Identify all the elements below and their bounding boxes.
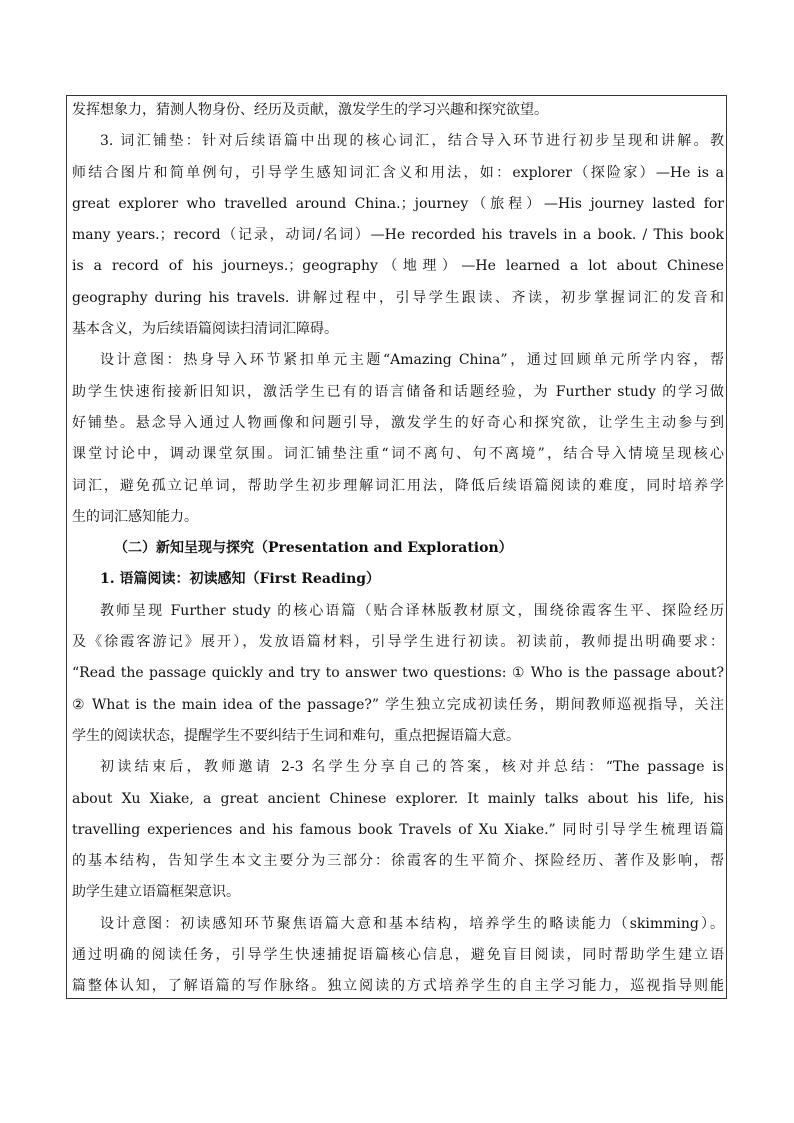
- text-line: “Read the passage quickly and try to answer two questions: ① Who is the passage about?: [72, 665, 724, 682]
- section-heading: （二）新知呈现与探究（Presentation and Exploration）: [114, 540, 513, 557]
- text-line: 课堂讨论中，调动课堂氛围。词汇铺垫注重“词不离句、句不离境”，结合导入情境呈现核心: [72, 446, 724, 463]
- text-line: many years.；record（记录，动词/名词）—He recorded his travels in a book. / This book: [72, 227, 724, 244]
- text-line: is a record of his journeys.；geography（地理）—He learned a lot about Chinese: [72, 258, 724, 275]
- text-line: 教师呈现 Further study 的核心语篇（贴合译林版教材原文，围绕徐霞客生平、探险经历: [100, 602, 724, 619]
- text-line: 师结合图片和简单例句，引导学生感知词汇含义和用法，如：explorer（探险家）—He is a: [72, 164, 724, 181]
- text-line: 3. 词汇铺垫：针对后续语篇中出现的核心词汇，结合导入环节进行初步呈现和讲解。教: [100, 133, 724, 150]
- subsection-heading: 1. 语篇阅读：初读感知（First Reading）: [100, 571, 381, 588]
- text-line: about Xu Xiake, a great ancient Chinese explorer. It mainly talks about his life, his: [72, 790, 724, 807]
- text-line: 及《徐霞客游记》展开），发放语篇材料，引导学生进行初读。初读前，教师提出明确要求：: [72, 634, 724, 651]
- text-line: 助学生快速衔接新旧知识，激活学生已有的语言储备和话题经验，为 Further study 的学习做: [72, 383, 724, 400]
- text-line: 学生的阅读状态，提醒学生不要纠结于生词和难句，重点把握语篇大意。: [72, 727, 520, 744]
- text-line: 通过明确的阅读任务，引导学生快速捕捉语篇核心信息，避免盲目阅读，同时帮助学生建立语: [72, 947, 724, 964]
- text-line: 初读结束后，教师邀请 2-3 名学生分享自己的答案，核对并总结：“The passage is: [100, 759, 724, 776]
- text-line: geography during his travels. 讲解过程中，引导学生跟读、齐读，初步掌握词汇的发音和: [72, 289, 724, 306]
- text-line: 好铺垫。悬念导入通过人物画像和问题引导，激发学生的好奇心和探究欲，让学生主动参与到: [72, 414, 724, 431]
- lesson-plan-text: [72, 95, 724, 1003]
- text-line: great explorer who travelled around China.；journey（旅程）—His journey lasted for: [72, 195, 724, 212]
- text-line: 基本含义，为后续语篇阅读扫清词汇障碍。: [72, 321, 338, 338]
- text-line: 助学生建立语篇框架意识。: [72, 884, 240, 901]
- text-line: 篇整体认知，了解语篇的写作脉络。独立阅读的方式培养学生的自主学习能力，巡视指导则能: [72, 978, 724, 995]
- text-line: 设计意图：热身导入环节紧扣单元主题“Amazing China”，通过回顾单元所学内容，帮: [100, 352, 724, 369]
- text-line: 的基本结构，告知学生本文主要分为三部分：徐霞客的生平简介、探险经历、著作及影响，帮: [72, 853, 724, 870]
- text-line: 生的词汇感知能力。: [72, 508, 198, 525]
- text-line: ② What is the main idea of the passage?” 学生独立完成初读任务，期间教师巡视指导，关注: [72, 696, 724, 713]
- text-line: 词汇，避免孤立记单词，帮助学生初步理解词汇用法，降低后续语篇阅读的难度，同时培养学: [72, 477, 724, 494]
- text-line: travelling experiences and his famous book Travels of Xu Xiake.” 同时引导学生梳理语篇: [72, 821, 724, 838]
- text-line: 设计意图：初读感知环节聚焦语篇大意和基本结构，培养学生的略读能力（skimming）。: [100, 915, 724, 932]
- text-line: 发挥想象力，猜测人物身份、经历及贡献，激发学生的学习兴趣和探究欲望。: [72, 102, 548, 118]
